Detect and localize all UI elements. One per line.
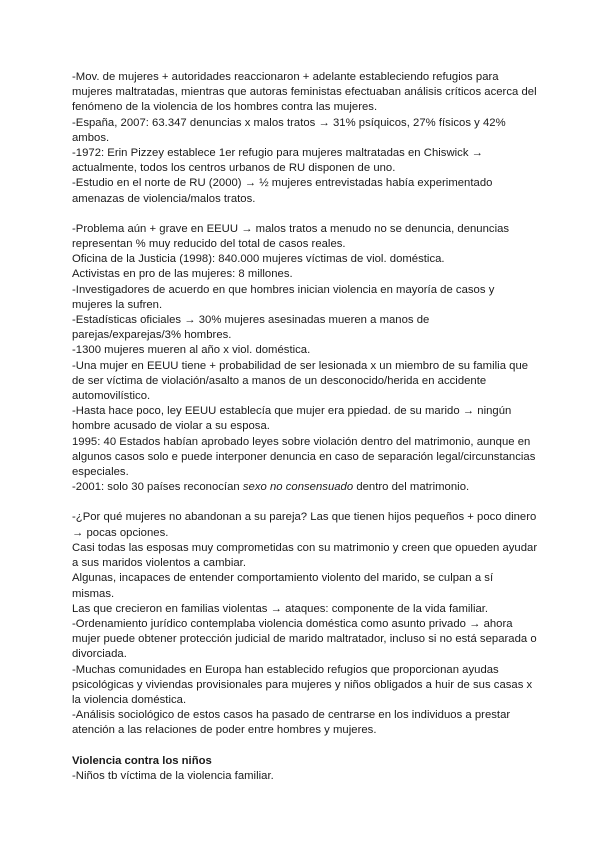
paragraph-block-abandono bbox=[72, 510, 538, 738]
text-line: -Ordenamiento jurídico contemplaba violencia doméstica como asunto privado → ahora bbox=[72, 617, 513, 630]
text-line: -Niños tb víctima de la violencia familiar. bbox=[72, 769, 274, 782]
text-line-mixed bbox=[72, 480, 530, 495]
text-run: -2001: solo 30 países reconocían bbox=[72, 481, 243, 494]
text-line: a sus maridos violentos a cambiar. bbox=[72, 557, 246, 570]
text-run: dentro del matrimonio. bbox=[353, 481, 470, 494]
text-line: -Mov. de mujeres + autoridades reaccionaron + adelante estableciendo refugios para bbox=[72, 71, 499, 83]
text-line: 1995: 40 Estados habían aprobado leyes sobre violación dentro del matrimonio, aunque en bbox=[72, 435, 531, 448]
text-line: divorciada. bbox=[72, 648, 127, 661]
text-line: mujer puede obtener protección judicial de marido maltratador, incluso si no está separada o bbox=[72, 633, 537, 646]
section-heading: Violencia contra los niños bbox=[72, 754, 212, 767]
text-line: -Problema aún + grave en EEUU → malos tratos a menudo no se denuncia, denuncias bbox=[72, 222, 510, 235]
text-line: automovilístico. bbox=[72, 390, 151, 403]
text-line: mujeres maltratadas, mientras que autoras feministas efectuaban análisis críticos acerca del bbox=[72, 86, 537, 99]
text-line: especiales. bbox=[72, 466, 129, 479]
text-line: -¿Por qué mujeres no abandonan a su pareja? Las que tienen hijos pequeños + poco dinero bbox=[72, 511, 537, 524]
text-line: -Estudio en el norte de RU (2000) → ½ mujeres entrevistadas había experimentado bbox=[72, 177, 493, 190]
text-line: -Investigadores de acuerdo en que hombres inician violencia en mayoría de casos y bbox=[72, 283, 495, 296]
text-line: algunos casos solo e puede interponer denuncia en caso de separación legal/circunstancias bbox=[72, 450, 536, 463]
text-line: mujeres la sufren. bbox=[72, 298, 163, 311]
text-line: la violencia doméstica. bbox=[72, 693, 187, 706]
text-line: representan % muy reducido del total de casos reales. bbox=[72, 238, 346, 251]
text-line: ambos. bbox=[72, 131, 110, 144]
text-line: Casi todas las esposas muy comprometidas con su matrimonio y creen que opueden ayudar bbox=[72, 541, 538, 554]
text-line: atención a las relaciones de poder entre hombres y mujeres. bbox=[72, 724, 377, 737]
text-line: psicológicas y viviendas provisionales para mujeres y niños obligados a huir de sus casas x bbox=[72, 678, 533, 691]
text-line: parejas/exparejas/3% hombres. bbox=[72, 329, 232, 342]
text-line: -Hasta hace poco, ley EEUU establecía que mujer era ppiedad. de su marido → ningún bbox=[72, 405, 512, 418]
text-line: -Muchas comunidades en Europa han establecido refugios que proporcionan ayudas bbox=[72, 663, 499, 676]
text-line: -Una mujer en EEUU tiene + probabilidad de ser lesionada x un miembro de su familia que bbox=[72, 359, 529, 372]
paragraph-block-refugios bbox=[72, 70, 537, 207]
text-line: -1300 mujeres mueren al año x viol. doméstica. bbox=[72, 344, 311, 357]
text-line: de ser víctima de violación/asalto a manos de un desconocido/herida en accidente bbox=[72, 374, 487, 387]
text-line: actualmente, todos los centros urbanos de RU disponen de uno. bbox=[72, 162, 396, 175]
text-line: -1972: Erin Pizzey establece 1er refugio para mujeres maltratadas en Chiswick → bbox=[72, 147, 483, 160]
text-line: Oficina de la Justicia (1998): 840.000 mujeres víctimas de viol. doméstica. bbox=[72, 253, 445, 266]
text-line: fenómeno de la violencia de los hombres contra las mujeres. bbox=[72, 101, 378, 114]
text-line: mismas. bbox=[72, 587, 115, 600]
section-violencia-ninos bbox=[72, 754, 530, 784]
text-line: Las que crecieron en familias violentas → ataques: componente de la vida familiar. bbox=[72, 602, 489, 615]
text-line: -España, 2007: 63.347 denuncias x malos tratos → 31% psíquicos, 27% físicos y 42% bbox=[72, 116, 506, 129]
text-line: hombre acusado de violar a su esposa. bbox=[72, 420, 270, 433]
text-line: amenazas de violencia/malos tratos. bbox=[72, 192, 256, 205]
text-line: Algunas, incapaces de entender comportamiento violento del marido, se culpan a sí bbox=[72, 572, 494, 585]
text-line: -Análisis sociológico de estos casos ha pasado de centrarse en los individuos a prestar bbox=[72, 709, 511, 722]
paragraph-block-eeuu bbox=[72, 222, 536, 496]
italic-term: sexo no consensuado bbox=[242, 481, 354, 494]
text-line: Activistas en pro de las mujeres: 8 millones. bbox=[72, 268, 293, 281]
text-line: -Estadísticas oficiales → 30% mujeres asesinadas mueren a manos de bbox=[72, 314, 430, 327]
text-line: → pocas opciones. bbox=[72, 526, 169, 539]
